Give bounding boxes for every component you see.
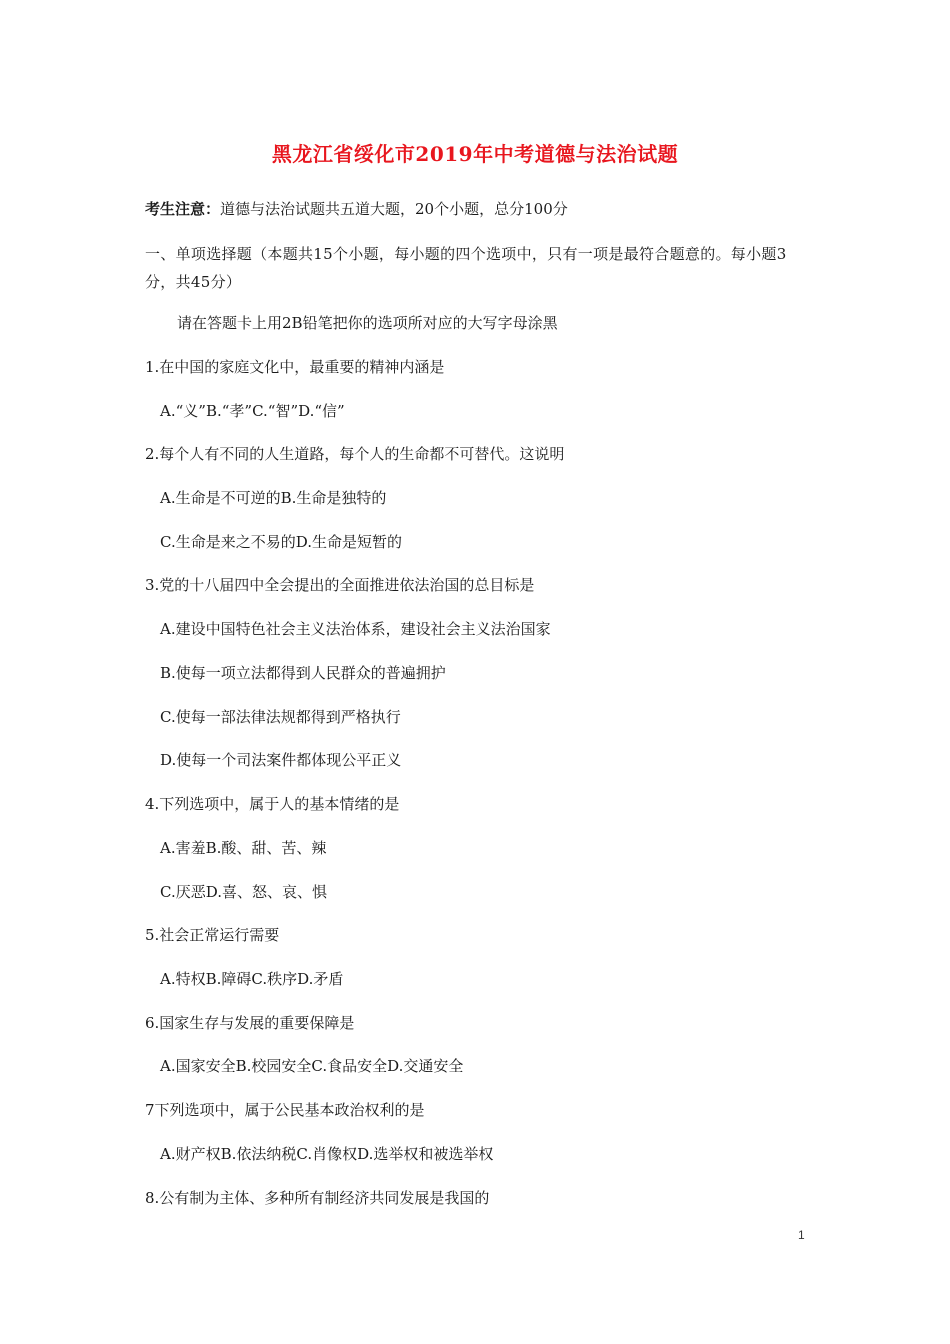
option-line: A.特权B.障碍C.秩序D.矛盾: [160, 970, 344, 988]
option-line: A.生命是不可逆的B.生命是独特的: [160, 489, 387, 507]
question-line: 2.每个人有不同的人生道路，每个人的生命都不可替代。这说明: [145, 445, 565, 463]
option-line: A.害羞B.酸、甜、苦、辣: [160, 839, 327, 857]
option-line: D.使每一个司法案件都体现公平正义: [160, 751, 402, 769]
question-line: 6.国家生存与发展的重要保障是: [145, 1014, 355, 1032]
option-line: C.生命是来之不易的D.生命是短暂的: [160, 533, 402, 551]
question-line: 8.公有制为主体、多种所有制经济共同发展是我国的: [145, 1189, 490, 1207]
section-heading: 一、单项选择题（本题共15个小题，每小题的四个选项中，只有一项是最符合题意的。每小题3分，共45分）: [145, 245, 787, 291]
option-line: A.“义”B.“孝”C.“智”D.“信”: [160, 402, 345, 420]
option-line: A.财产权B.依法纳税C.肖像权D.选举权和被选举权: [160, 1145, 494, 1163]
option-line: A.建设中国特色社会主义法治体系，建设社会主义法治国家: [160, 620, 551, 638]
question-line: 7下列选项中，属于公民基本政治权利的是: [145, 1101, 425, 1119]
question-line: 4.下列选项中，属于人的基本情绪的是: [145, 795, 400, 813]
question-line: 1.在中国的家庭文化中，最重要的精神内涵是: [145, 358, 445, 376]
question-line: 3.党的十八届四中全会提出的全面推进依法治国的总目标是: [145, 576, 535, 594]
section-instruction: 请在答题卡上用2B铅笔把你的选项所对应的大写字母涂黑: [177, 314, 558, 332]
page-number: 1: [798, 1228, 805, 1242]
option-line: A.国家安全B.校园安全C.食品安全D.交通安全: [160, 1057, 464, 1075]
page-title: 黑龙江省绥化市2019年中考道德与法治试题: [271, 142, 679, 166]
option-line: C.厌恶D.喜、怒、哀、惧: [160, 883, 327, 901]
notice-text: 道德与法治试题共五道大题，20个小题，总分100分: [220, 200, 568, 218]
notice-line: [145, 198, 568, 220]
option-line: C.使每一部法律法规都得到严格执行: [160, 708, 401, 726]
notice-label: 考生注意：: [145, 200, 221, 218]
option-line: B.使每一项立法都得到人民群众的普遍拥护: [160, 664, 446, 682]
question-line: 5.社会正常运行需要: [145, 926, 280, 944]
